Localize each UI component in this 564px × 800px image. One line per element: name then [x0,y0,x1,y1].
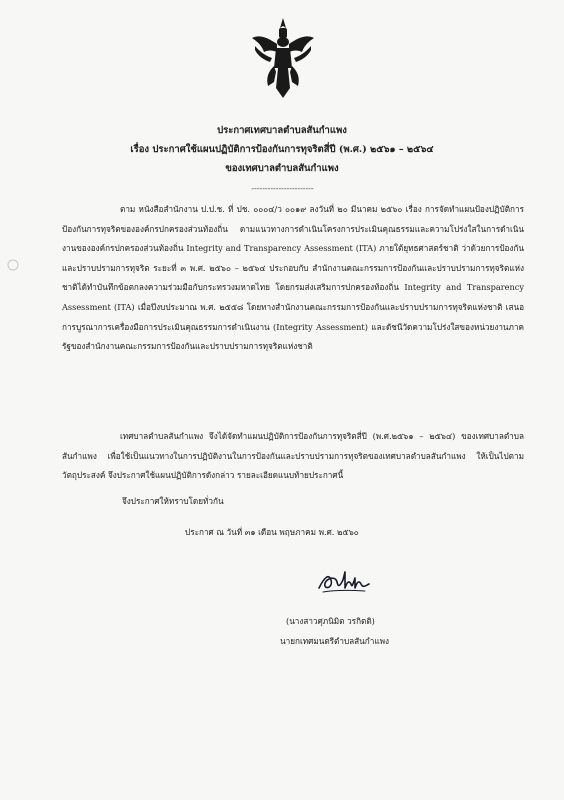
body-paragraph-1: ตาม หนังสือสำนักงาน ป.ป.ช. ที่ ปช. ๐๐๐๔/ว ๐๐๑๙ ลงวันที่ ๒๐ มีนาคม ๒๕๖๐ เรื่อง การจัดทำแผนป้องปฏิบัติการป้องกันการทุจริตขององค์กรปกครองส่วนท้องถิ่น ตามแนวทางการดำเนินโครงการประเมินคุณธรรมและความโปร่งใสในการดำเนินงานขององค์กรปกครองส่วนท้องถิ่น Integrity and Transparency Assessment (ITA) ภายใต้ยุทธศาสตร์ชาติ ว่าด้วยการป้องกันและปราบปรามการทุจริต ระยะที่ ๓ พ.ศ. ๒๕๖๐ – ๒๕๖๔ ประกอบกับ สำนักงานคณะกรรมการป้องกันและปราบปรามการทุจริตแห่งชาติได้ทำบันทึกข้อตกลงความร่วมมือกับกระทรวงมหาดไทย โดยกรมส่งเสริมการปกครองท้องถิ่น Integrity and Transparency Assessment (ITA) เมื่อปีงบประมาณ พ.ศ. ๒๕๕๘ โดยทางสำนักงานคณะกรรมการป้องกันและปราบปรามการทุจริตแห่งชาติ เสนอการบูรณาการเครื่องมือการประเมินคุณธรรมการดำเนินงาน (Integrity Assessment) และดัชนีวัดความโปร่งใสของหน่วยงานภาครัฐของสำนักงานคณะกรรมการป้องกันและปราบปรามการทุจริตแห่งชาติ [62,204,524,352]
margin-mark-icon [6,258,20,272]
announcement-subject: เรื่อง ประกาศใช้แผนปฏิบัติการป้องกันการทุจริตสี่ปี (พ.ศ.) ๒๕๖๑ – ๒๕๖๔ [130,144,434,155]
announce-date: ประกาศ ณ วันที่ ๓๑ เดือน พฤษภาคม พ.ศ. ๒๕๖๐ [185,527,359,537]
garuda-emblem-icon [250,16,316,100]
announce-line: จึงประกาศให้ทราบโดยทั่วกัน [122,496,224,506]
announcement-issuer: ของเทศบาลตำบลสันกำแพง [225,163,339,174]
separator-line: ----------------------- [251,184,314,193]
signer-name: (นางสาวศุภนิมิต วรกิตติ) [286,616,375,626]
announcement-title: ประกาศเทศบาลตำบลสันกำแพง [217,125,347,136]
signer-title: นายกเทศมนตรีตำบลสันกำแพง [280,636,390,646]
body-paragraph-2: เทศบาลตำบลสันกำแพง จึงได้จัดทำแผนปฏิบัติการป้องกันการทุจริตสี่ปี (พ.ศ.๒๕๖๑ – ๒๕๖๔) ของเทศบาลตำบลสันกำแพง เพื่อใช้เป็นแนวทางในการปฏิบัติงานในการป้องกันและปราบปรามการทุจริตของเทศบาลตำบลสันกำแพง ให้เป็นไปตามวัตถุประสงค์ จึงประกาศใช้แผนปฏิบัติการดังกล่าว รายละเอียดแนบท้ายประกาศนี้ [62,431,524,481]
signature-icon [315,566,375,598]
